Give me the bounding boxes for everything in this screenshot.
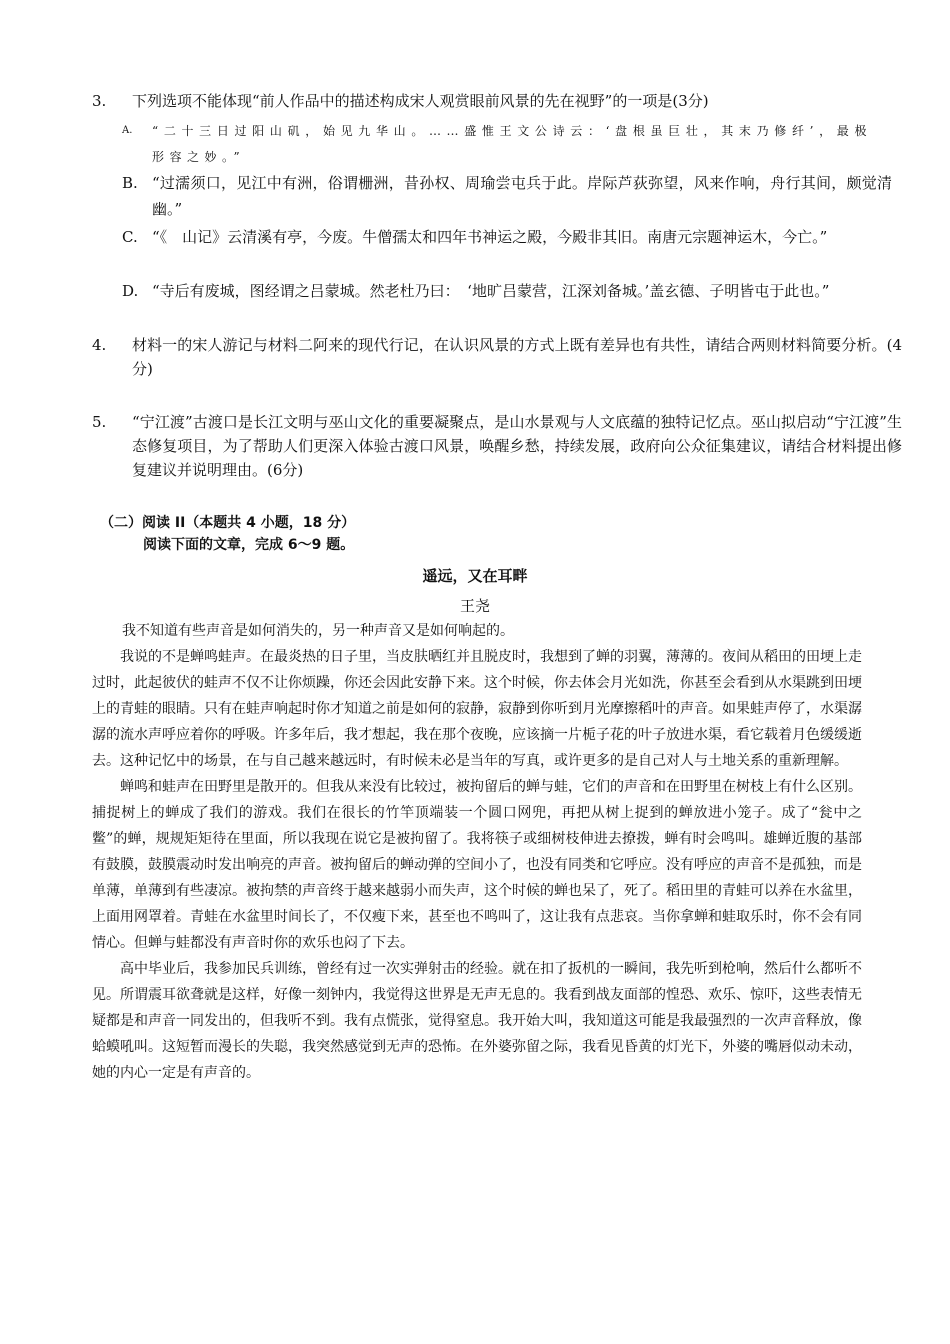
option-text: “《 山记》云清溪有亭，今废。牛僧孺太和四年书神运之殿，今殿非其旧。南唐元宗题神运木，今亡。” xyxy=(152,228,828,246)
section-heading xyxy=(100,512,355,556)
question-3 xyxy=(92,89,892,115)
option-text: “过濡须口，见江中有洲，俗谓栅洲，昔孙权、周瑜尝屯兵于此。岸际芦荻弥望，风来作响，舟行其间，颇觉清幽。” xyxy=(152,174,892,218)
essay-body xyxy=(92,618,862,1086)
question-number: 3. xyxy=(92,92,107,110)
essay-paragraph: 我不知道有些声音是如何消失的，另一种声音又是如何响起的。 xyxy=(122,623,514,639)
essay-paragraph: 我说的不是蝉鸣蛙声。在最炎热的日子里，当皮肤晒红并且脱皮时，我想到了蝉的羽翼，薄薄的。夜间从稻田的田埂上走过时，此起彼伏的蛙声不仅不让你烦躁，你还会因此安静下来。这个时候，你去体会月光如洗，你甚至会看到从水渠跳到田埂上的青蛙的眼睛。只有在蛙声响起时你才知道之前是如何的寂静，寂静到你听到月光摩擦稻叶的声音。如果蛙声停了，水渠潺潺的流水声呼应着你的呼吸。许多年后，我才想起，我在那个夜晚，应该摘一片栀子花的叶子放进水渠，看它载着月色缓缓逝去。这种记忆中的场景，在与自己越来越远时，有时候未必是当年的写真，或许更多的是自己对人与土地关系的重新理解。 xyxy=(92,649,862,769)
section-title: （二）阅读 II（本题共 4 小题，18 分） xyxy=(100,515,356,531)
essay-title: 遥远，又在耳畔 xyxy=(422,567,528,585)
question-number: 4. xyxy=(92,336,107,354)
option-label: D. xyxy=(122,282,139,300)
option-label: A. xyxy=(122,125,133,136)
question-text: “宁江渡”古渡口是长江文明与巫山文化的重要凝聚点，是山水景观与人文底蕴的独特记忆点。巫山拟启动“宁江渡”生态修复项目，为了帮助人们更深入体验古渡口风景，唤醒乡愁，持续发展，政府向公众征集建议，请结合材料提出修复建议并说明理由。(6分) xyxy=(132,413,902,479)
essay-paragraph: 高中毕业后，我参加民兵训练，曾经有过一次实弹射击的经验。就在扣了扳机的一瞬间，我先听到枪响，然后什么都听不见。所谓震耳欲聋就是这样，好像一刻钟内，我觉得这世界是无声无息的。我看到战友面部的惶恐、欢乐、惊吓，这些表情无疑都是和声音一同发出的，但我听不到。我有点慌张，觉得窒息。我开始大叫，我知道这可能是我最强烈的一次声音释放，像蛤蟆吼叫。这短暂而漫长的失聪，我突然感觉到无声的恐怖。在外婆弥留之际，我看见昏黄的灯光下，外婆的嘴唇似动未动，她的内心一定是有声音的。 xyxy=(92,961,862,1081)
section-instruction: 阅读下面的文章，完成 6～9 题。 xyxy=(143,537,355,553)
option-text: “二十三日过阳山矶，始见九华山。……盛惟王文公诗云：‘盘根虽巨壮，其末乃修纤’，最极形容之妙。” xyxy=(152,124,872,164)
option-label: B. xyxy=(122,174,138,192)
question-text: 材料一的宋人游记与材料二阿来的现代行记，在认识风景的方式上既有差异也有共性，请结合两则材料简要分析。(4分) xyxy=(132,336,902,378)
question-number: 5. xyxy=(92,413,107,431)
option-label: C. xyxy=(122,228,138,246)
option-text: “寺后有废城，图经谓之吕蒙城。然老杜乃曰： ‘地旷吕蒙营，江深刘备城。’盖玄德、子明皆屯于此也。” xyxy=(152,282,830,300)
question-text: 下列选项不能体现“前人作品中的描述构成宋人观赏眼前风景的先在视野”的一项是(3分) xyxy=(132,92,709,110)
essay-paragraph: 蝉鸣和蛙声在田野里是散开的。但我从来没有比较过，被拘留后的蝉与蛙，它们的声音和在田野里在树枝上有什么区别。捕捉树上的蝉成了我们的游戏。我们在很长的竹竿顶端装一个圆口网兜，再把从树上捉到的蝉放进小笼子。成了“瓮中之鳖”的蝉，规规矩矩待在里面，所以我现在说它是被拘留了。我将筷子或细树枝伸进去撩拨，蝉有时会鸣叫。雄蝉近腹的基部有鼓膜，鼓膜震动时发出响亮的声音。被拘留后的蝉动弹的空间小了，也没有同类和它呼应。没有呼应的声音不是孤独，而是单薄，单薄到有些凄凉。被拘禁的声音终于越来越弱小而失声，这个时候的蝉也呆了，死了。稻田里的青蛙可以养在水盆里，上面用网罩着。青蛙在水盆里时间长了，不仅瘦下来，甚至也不鸣叫了，这让我有点悲哀。当你拿蝉和蛙取乐时，你不会有同情心。但蝉与蛙都没有声音时你的欢乐也闷了下去。 xyxy=(92,779,862,951)
essay-author: 王尧 xyxy=(459,597,490,615)
